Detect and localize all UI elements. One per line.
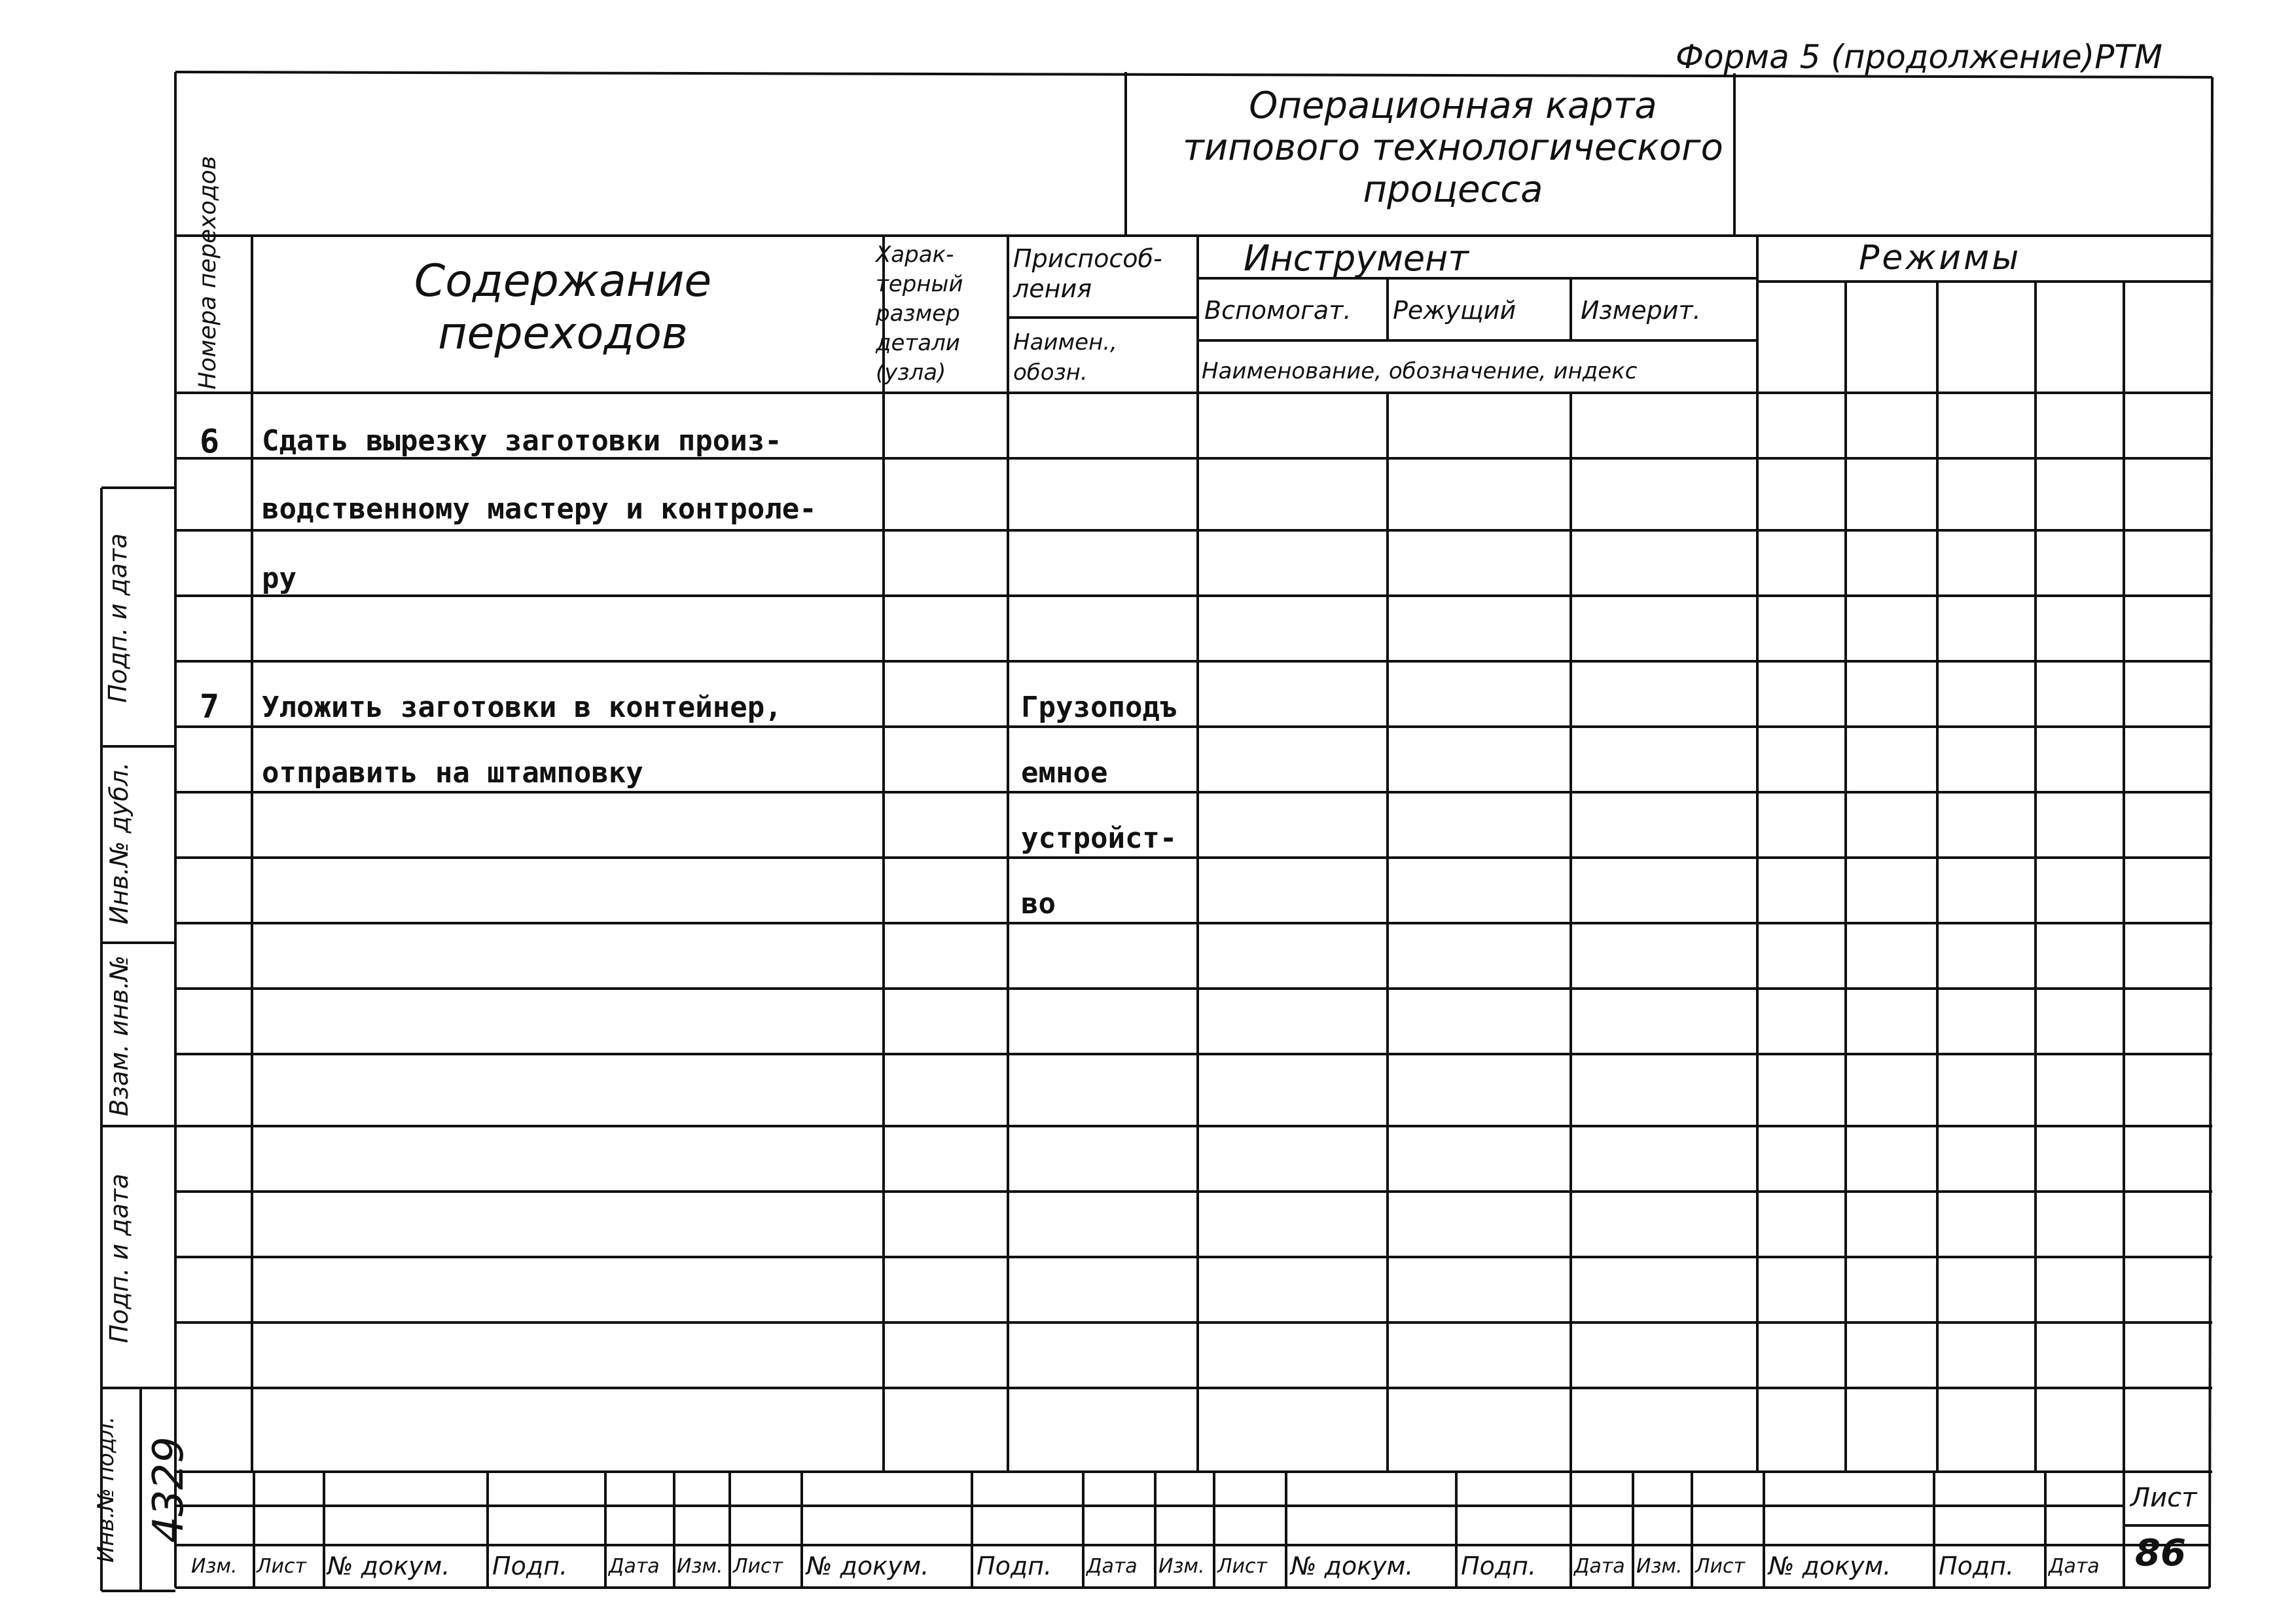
card-title: Операционная карта типового технологического процесса [1183,84,1723,211]
footer-label-4: Подп. [492,1552,568,1580]
row-8-fixture: во [1021,887,1056,921]
header-tools-meas: Измерит. [1581,296,1701,325]
header-char-size-line-4: детали [876,330,960,356]
footer-label-11: Изм. [1158,1555,1205,1578]
inventory-number: 4329 [145,1436,193,1543]
footer-label-19: Подп. [1939,1552,2015,1580]
footer-label-17: Лист [1695,1555,1746,1578]
header-char-size-line-3: размер [876,301,960,327]
header-content: Содержание переходов [414,255,712,359]
side-label-orig-inv: Инв.№ подл. [93,1416,119,1563]
footer-label-10: Дата [1086,1555,1138,1578]
footer-label-12: Лист [1217,1555,1268,1578]
side-label-replace-inv: Взам. инв.№ [105,955,134,1116]
sheet-number: 86 [2135,1532,2186,1575]
row-1-num: 6 [200,422,220,460]
footer-label-8: № докум. [806,1552,929,1580]
row-6-fixture: емное [1021,756,1108,790]
header-tools-cut: Режущий [1393,296,1516,325]
footer-label-13: № докум. [1291,1552,1414,1580]
footer-label-2: Лист [257,1555,307,1578]
header-char-size-line-5: (узла) [876,359,946,386]
footer-label-9: Подп. [977,1552,1052,1580]
header-char-size-line-1: Харак- [876,242,954,268]
row-1-content: Сдать вырезку заготовки произ- [262,424,782,458]
row-5-num: 7 [200,687,220,725]
footer-label-16: Изм. [1636,1555,1683,1578]
header-fixtures: Приспособ- ления [1013,244,1162,303]
header-tools: Инструмент [1244,238,1469,279]
header-fixtures-sub: Наимен., обозн. [1013,329,1117,386]
row-5-content: Уложить заготовки в контейнер, [262,691,782,724]
row-5-fixture: Грузоподъ [1021,691,1177,724]
footer-label-6: Изм. [677,1555,723,1578]
footer-label-20: Дата [2049,1555,2100,1578]
row-2-content: водственному мастеру и контроле- [262,492,817,526]
form-note: Форма 5 (продолжение)РТМ [1676,38,2163,76]
sheet-label: Лист [2130,1483,2197,1513]
footer-label-5: Дата [609,1555,660,1578]
header-char-size-line-2: терный [876,271,963,297]
row-6-content: отправить на штамповку [262,756,643,790]
header-modes: Режимы [1859,238,2022,278]
row-7-fixture: устройст- [1021,822,1177,855]
footer-label-7: Лист [733,1555,783,1578]
footer-label-18: № докум. [1768,1552,1892,1580]
side-label-sign-date-top: Подп. и дата [103,533,132,703]
header-tools-aux: Вспомогат. [1204,296,1352,325]
row-3-content: ру [262,562,296,595]
footer-label-14: Подп. [1461,1552,1537,1580]
header-tools-sub: Наименование, обозначение, индекс [1202,358,1638,384]
footer-label-3: № докум. [327,1552,450,1580]
header-step-numbers: Номера переходов [194,156,221,390]
side-label-sign-date-bottom: Подп. и дата [105,1173,134,1343]
footer-label-15: Дата [1574,1555,1625,1578]
footer-label-1: Изм. [191,1555,238,1578]
side-label-dup-inv: Инв.№ дубл. [105,762,134,924]
